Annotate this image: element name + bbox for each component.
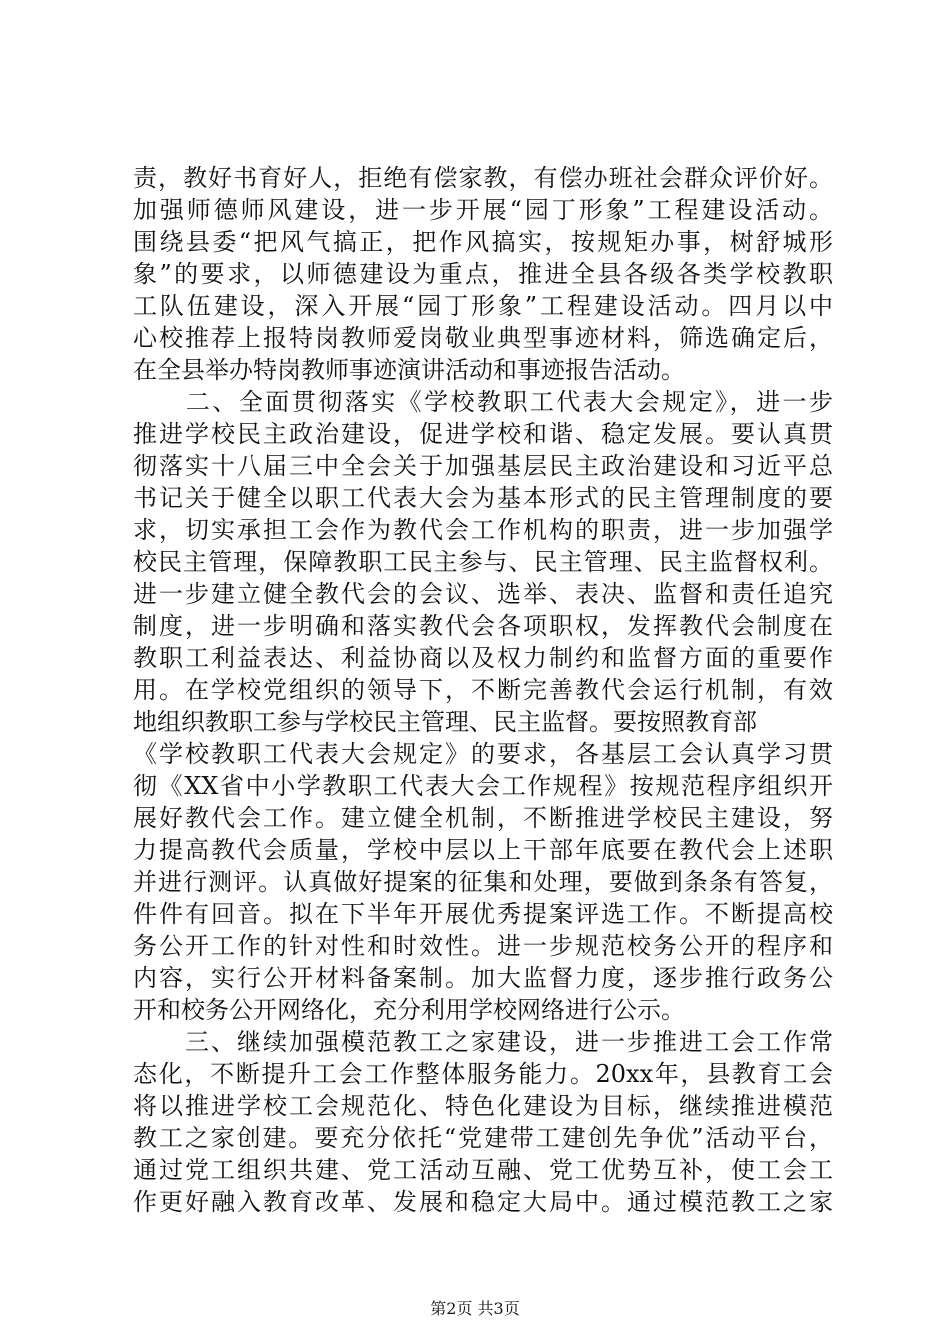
text-line: 用。在学校党组织的领导下，不断完善教代会运行机制，有效: [133, 676, 833, 704]
text-line: 制度，进一步明确和落实教代会各项职权，发挥教代会制度在: [133, 612, 833, 640]
text-line: 彻落实十八届三中全会关于加强基层民主政治建设和习近平总: [133, 452, 833, 480]
page-footer: 第2页 共3页: [430, 1299, 520, 1318]
text-line: 象”的要求，以师德建设为重点，推进全县各级各类学校教职: [133, 260, 833, 288]
text-line: 三、继续加强模范教工之家建设，进一步推进工会工作常: [133, 1028, 833, 1056]
text-line: 校民主管理，保障教职工民主参与、民主管理、民主监督权利。: [133, 548, 833, 576]
text-line: 加强师德师风建设，进一步开展“园丁形象”工程建设活动。: [133, 196, 833, 224]
text-line: 务公开工作的针对性和时效性。进一步规范校务公开的程序和: [133, 932, 833, 960]
text-line: 二、全面贯彻落实《学校教职工代表大会规定》，进一步: [133, 388, 833, 416]
text-line: 进一步建立健全教代会的会议、选举、表决、监督和责任追究: [133, 580, 833, 608]
text-line: 开和校务公开网络化，充分利用学校网络进行公示。: [133, 996, 685, 1024]
text-line: 彻《XX省中小学教职工代表大会工作规程》按规范程序组织开: [133, 772, 833, 800]
text-line: 心校推荐上报特岗教师爱岗敬业典型事迹材料，筛选确定后，: [133, 324, 833, 352]
text-line: 态化，不断提升工会工作整体服务能力。20xx年，县教育工会: [133, 1060, 833, 1088]
text-line: 围绕县委“把风气搞正，把作风搞实，按规矩办事，树舒城形: [133, 228, 833, 256]
text-line: 责，教好书育好人，拒绝有偿家教，有偿办班社会群众评价好。: [133, 164, 833, 192]
text-line: 在全县举办特岗教师事迹演讲活动和事迹报告活动。: [133, 356, 685, 384]
text-line: 力提高教代会质量，学校中层以上干部年底要在教代会上述职: [133, 836, 833, 864]
text-line: 工队伍建设，深入开展“园丁形象”工程建设活动。四月以中: [133, 292, 833, 320]
text-line: 《学校教职工代表大会规定》的要求，各基层工会认真学习贯: [133, 740, 833, 768]
text-line: 作更好融入教育改革、发展和稳定大局中。通过模范教工之家: [133, 1188, 833, 1216]
text-line: 展好教代会工作。建立健全机制，不断推进学校民主建设，努: [133, 804, 833, 832]
text-line: 并进行测评。认真做好提案的征集和处理，要做到条条有答复，: [133, 868, 833, 896]
text-line: 地组织教职工参与学校民主管理、民主监督。要按照教育部: [133, 708, 757, 736]
text-line: 内容，实行公开材料备案制。加大监督力度，逐步推行政务公: [133, 964, 833, 992]
document-body: [133, 162, 833, 1218]
text-line: 书记关于健全以职工代表大会为基本形式的民主管理制度的要: [133, 484, 833, 512]
text-line: 推进学校民主政治建设，促进学校和谐、稳定发展。要认真贯: [133, 420, 833, 448]
text-line: 求，切实承担工会作为教代会工作机构的职责，进一步加强学: [133, 516, 833, 544]
text-line: 件件有回音。拟在下半年开展优秀提案评选工作。不断提高校: [133, 900, 833, 928]
text-line: 通过党工组织共建、党工活动互融、党工优势互补，使工会工: [133, 1156, 833, 1184]
text-line: 教职工利益表达、利益协商以及权力制约和监督方面的重要作: [133, 644, 833, 672]
text-line: 教工之家创建。要充分依托“党建带工建创先争优”活动平台，: [133, 1124, 833, 1152]
text-line: 将以推进学校工会规范化、特色化建设为目标，继续推进模范: [133, 1092, 833, 1120]
